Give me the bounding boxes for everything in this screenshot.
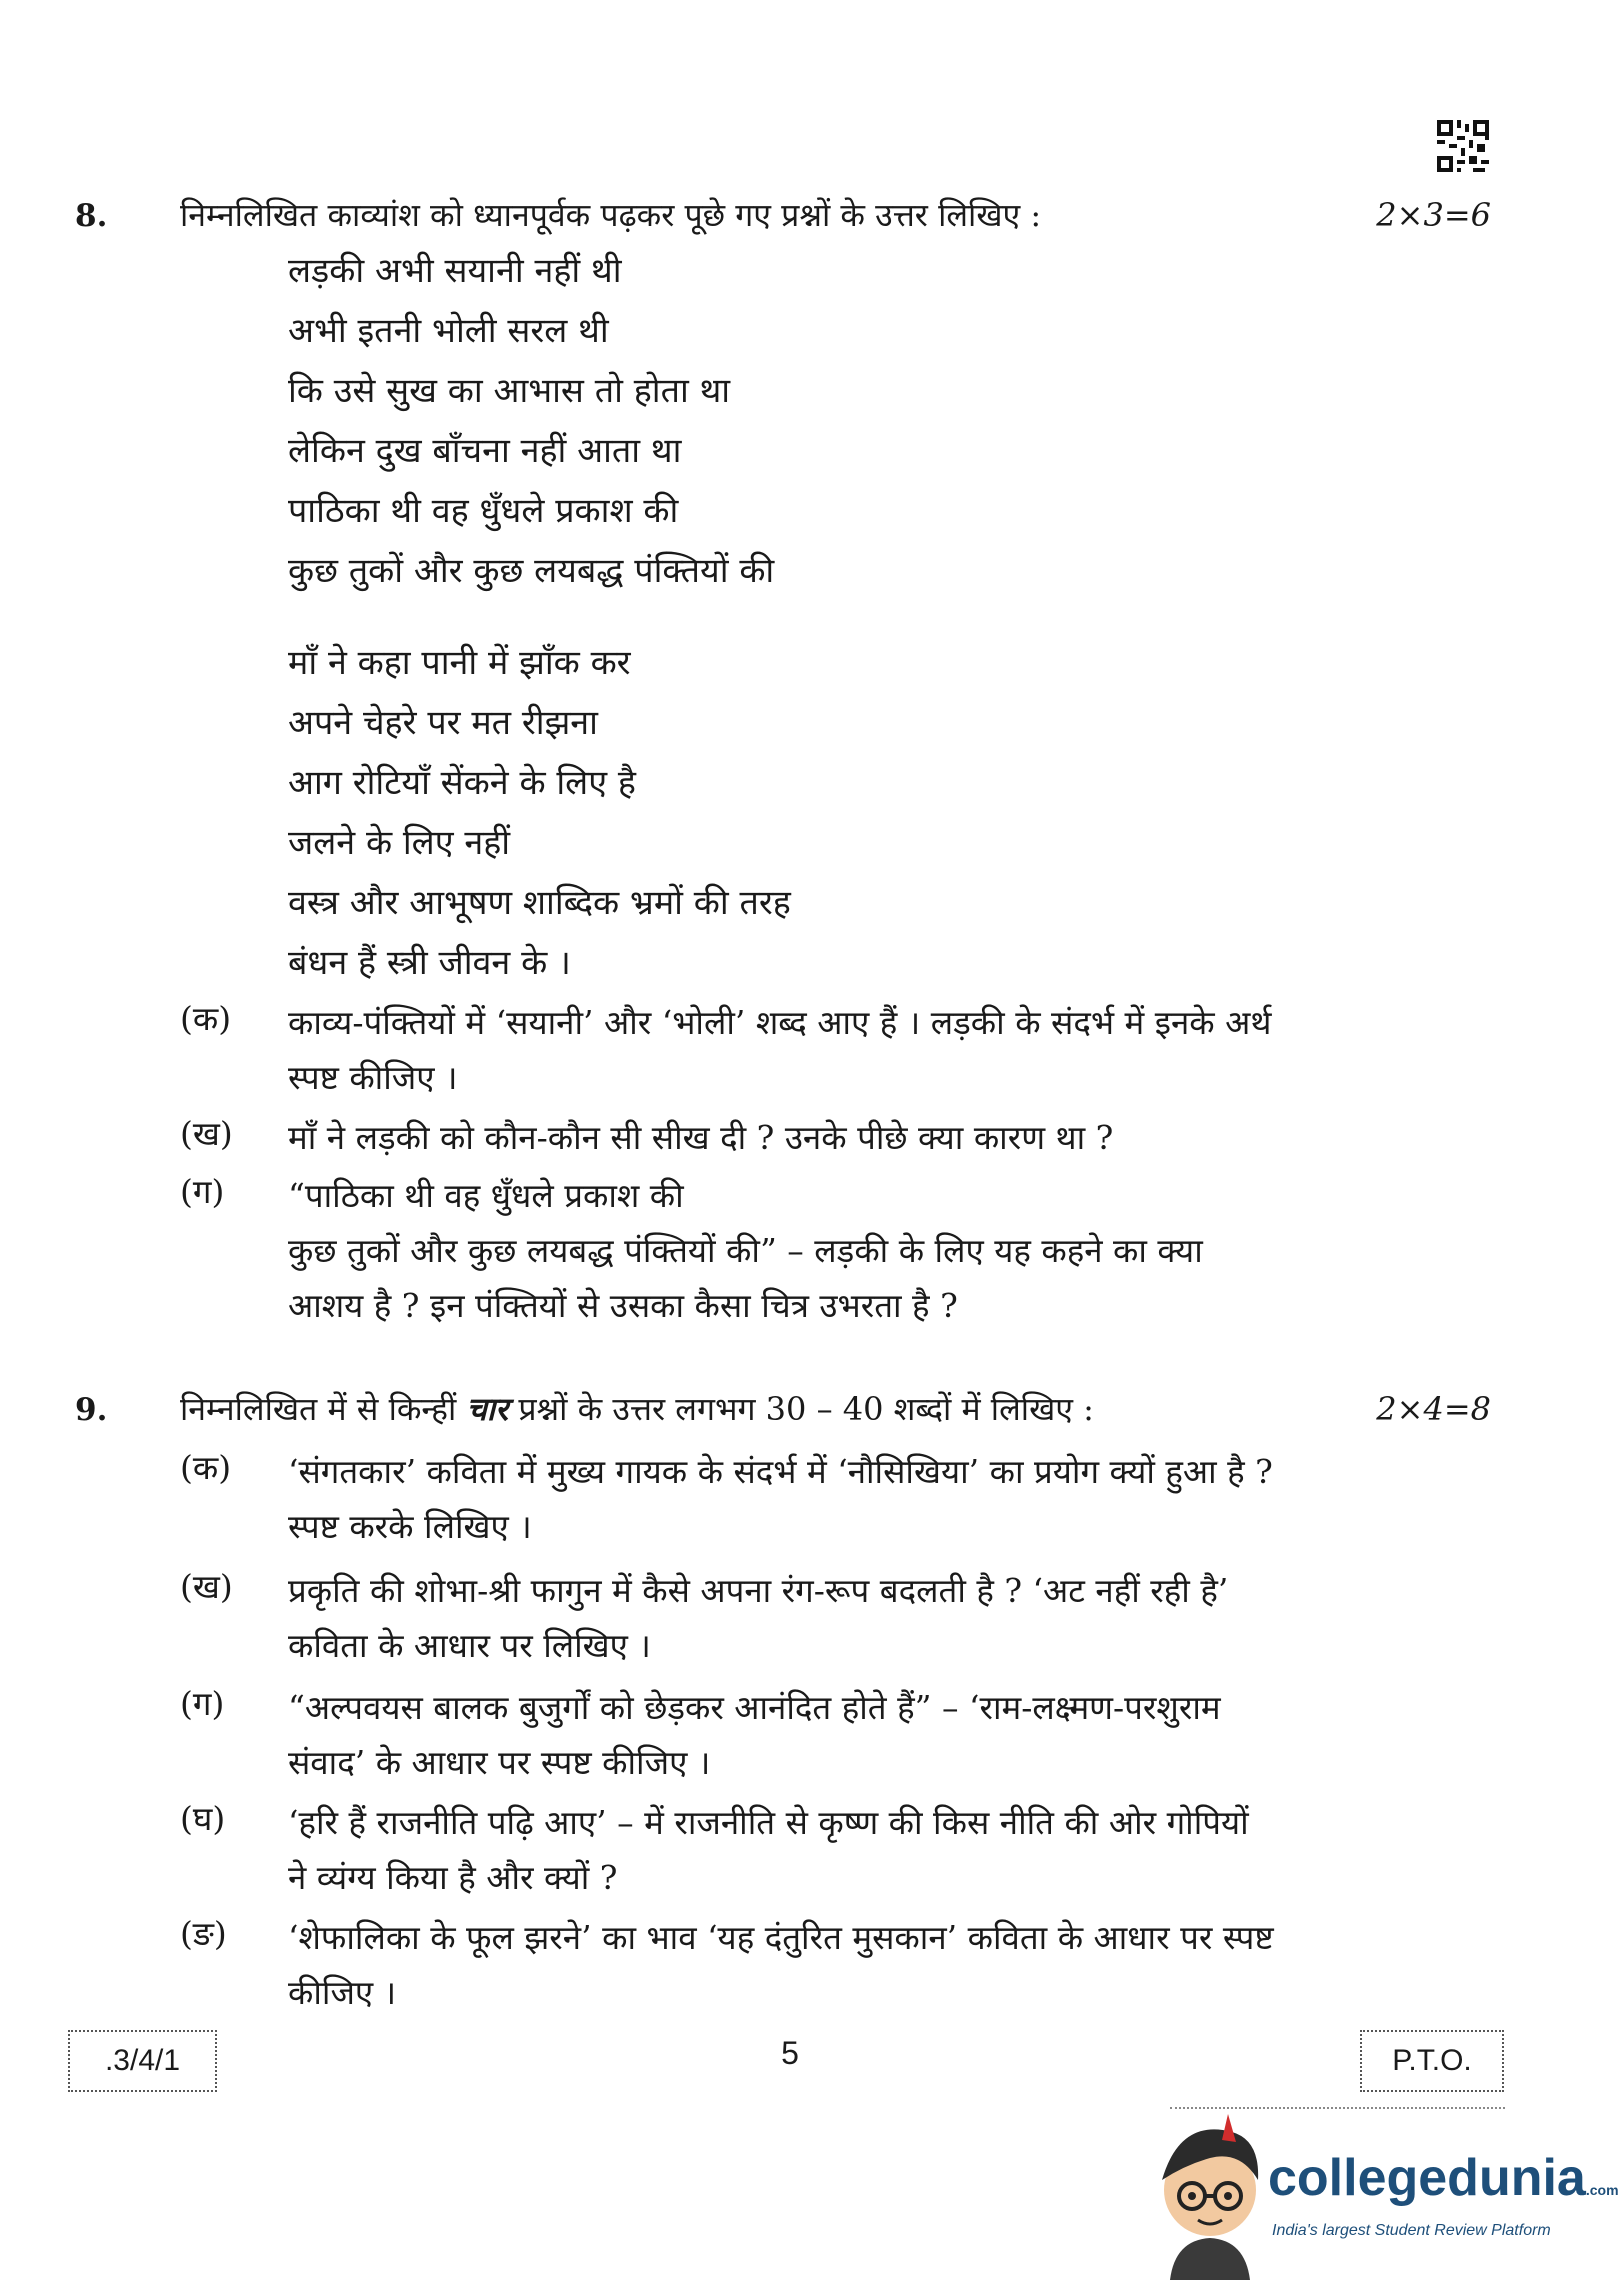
poem-line: पाठिका थी वह धुँधले प्रकाश की [288, 491, 679, 531]
part-label: (ख) [180, 1114, 233, 1153]
question-9-instruction [180, 1387, 1094, 1430]
part-text-line: ‘हरि हैं राजनीति पढ़ि आए’ – में राजनीति से कृष्ण की किस नीति की ओर गोपियों [288, 1803, 1249, 1842]
part-text-line: प्रकृति की शोभा-श्री फागुन में कैसे अपना रंग-रूप बदलती है ? ‘अट नहीं रही है’ [288, 1571, 1229, 1610]
paper-code-box: .3/4/1 [68, 2030, 217, 2092]
poem-line: वस्त्र और आभूषण शाब्दिक भ्रमों की तरह [288, 883, 791, 923]
poem-line: जलने के लिए नहीं [288, 823, 511, 863]
part-text-line: माँ ने लड़की को कौन-कौन सी सीख दी ? उनके पीछे क्या कारण था ? [288, 1118, 1114, 1157]
question-9-marks: 2×4=8 [1376, 1390, 1491, 1428]
poem-line: अभी इतनी भोली सरल थी [288, 311, 609, 351]
qr-code-icon [1437, 120, 1489, 172]
part-text-line: “पाठिका थी वह धुँधले प्रकाश की [288, 1176, 684, 1215]
part-text-line: काव्य-पंक्तियों में ‘सयानी’ और ‘भोली’ शब्द आए हैं । लड़की के संदर्भ में इनके अर्थ [288, 1003, 1272, 1042]
instruction-text: निम्नलिखित में से किन्हीं [180, 1390, 467, 1428]
poem-line: माँ ने कहा पानी में झाँक कर [288, 643, 631, 683]
part-text-line: ने व्यंग्य किया है और क्यों ? [288, 1858, 618, 1897]
question-9-part-nga [180, 1910, 1411, 2020]
question-9-part-ka [180, 1444, 1411, 1554]
brand-tagline: India's largest Student Review Platform [1272, 2222, 1551, 2239]
poem-line: आग रोटियाँ सेंकने के लिए है [288, 763, 636, 803]
poem-line: बंधन हैं स्त्री जीवन के । [288, 943, 571, 983]
question-8-number: 8. [75, 198, 108, 234]
instruction-emphasis: चार [466, 1390, 509, 1428]
brand-name: collegedunia.com [1268, 2149, 1619, 2207]
question-8-part-ka [180, 995, 1411, 1105]
question-9-part-ga [180, 1680, 1411, 1790]
poem-line: लड़की अभी सयानी नहीं थी [288, 251, 622, 291]
question-9-number: 9. [75, 1392, 108, 1428]
instruction-text: प्रश्नों के उत्तर लगभग 30 – 40 शब्दों में लिखिए : [508, 1390, 1094, 1428]
question-8-instruction: निम्नलिखित काव्यांश को ध्यानपूर्वक पढ़कर पूछे गए प्रश्नों के उत्तर लिखिए : [180, 196, 1042, 234]
part-text-line: स्पष्ट करके लिखिए । [288, 1507, 532, 1546]
poem-stanza-1 [288, 241, 774, 601]
question-9-part-kha [180, 1563, 1411, 1673]
part-text-line: “अल्पवयस बालक बुजुर्गों को छेड़कर आनंदित होते हैं” – ‘राम-लक्ष्मण-परशुराम [288, 1688, 1221, 1727]
question-8-part-kha [180, 1110, 1411, 1165]
part-text-line: कविता के आधार पर लिखिए । [288, 1626, 651, 1665]
question-8-part-ga [180, 1168, 1411, 1333]
part-label: (घ) [180, 1799, 226, 1838]
poem-stanza-2 [288, 633, 791, 993]
poem-line: लेकिन दुख बाँचना नहीं आता था [288, 431, 682, 471]
part-label: (ग) [180, 1684, 225, 1723]
part-text-line: आशय है ? इन पंक्तियों से उसका कैसा चित्र उभरता है ? [288, 1286, 958, 1325]
part-text-line: कीजिए । [288, 1973, 397, 2012]
poem-line: कुछ तुकों और कुछ लयबद्ध पंक्तियों की [288, 551, 775, 591]
part-text-line: कुछ तुकों और कुछ लयबद्ध पंक्तियों की” – लड़की के लिए यह कहने का क्या [288, 1231, 1203, 1270]
part-label: (ग) [180, 1172, 225, 1211]
mascot-icon [1150, 2110, 1270, 2280]
part-text-line: स्पष्ट कीजिए । [288, 1058, 458, 1097]
footer-divider [1170, 2107, 1505, 2109]
part-text-line: ‘शेफालिका के फूल झरने’ का भाव ‘यह दंतुरित मुसकान’ कविता के आधार पर स्पष्ट [288, 1918, 1274, 1957]
part-label: (क) [180, 1448, 232, 1487]
pto-box: P.T.O. [1360, 2030, 1504, 2092]
part-label: (क) [180, 999, 232, 1038]
page-number: 5 [781, 2035, 799, 2071]
poem-line: कि उसे सुख का आभास तो होता था [288, 371, 731, 411]
question-8-marks: 2×3=6 [1376, 196, 1491, 234]
part-label: (ख) [180, 1567, 233, 1606]
question-9-part-gha [180, 1795, 1411, 1905]
part-text-line: संवाद’ के आधार पर स्पष्ट कीजिए । [288, 1743, 711, 1782]
part-label: (ङ) [180, 1914, 227, 1953]
part-text-line: ‘संगतकार’ कविता में मुख्य गायक के संदर्भ में ‘नौसिखिया’ का प्रयोग क्यों हुआ है ? [288, 1452, 1273, 1491]
poem-line: अपने चेहरे पर मत रीझना [288, 703, 598, 743]
